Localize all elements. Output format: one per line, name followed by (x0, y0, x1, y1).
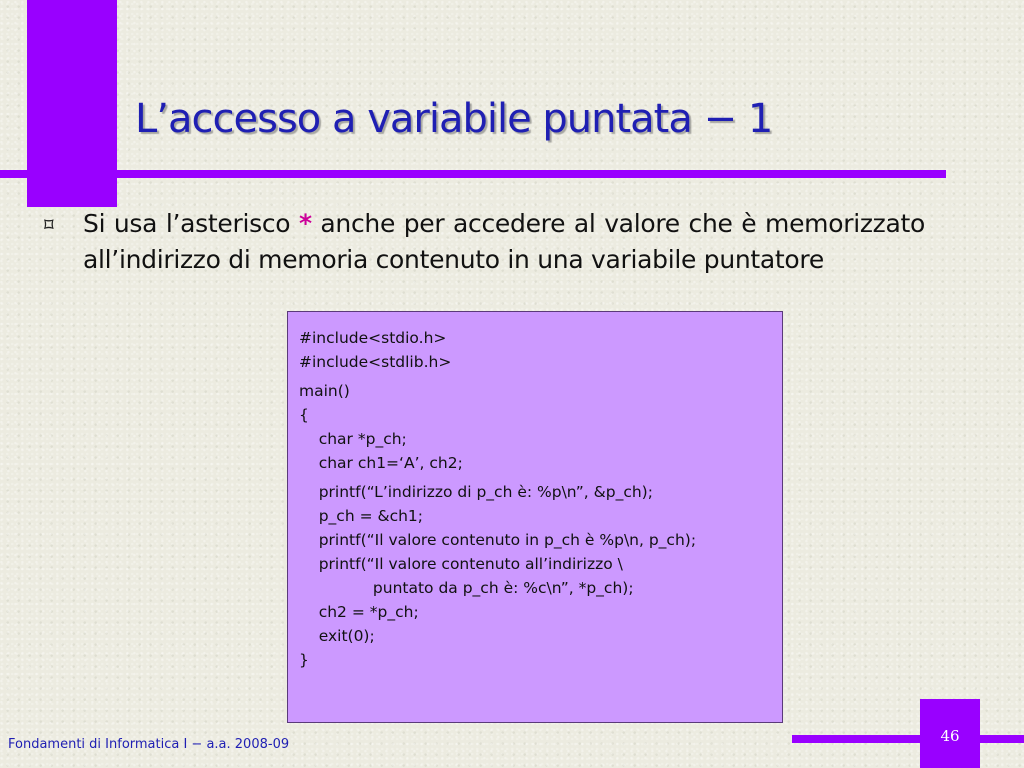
code-line: ch2 = *p_ch; (299, 603, 419, 621)
code-line: #include<stdlib.h> (299, 353, 452, 371)
code-line: main() (299, 382, 350, 400)
bullet-text-part1: Si usa l’asterisco (83, 209, 299, 238)
title-underline (0, 170, 946, 178)
slide-title: L’accesso a variabile puntata − 1 (135, 96, 773, 142)
asterisk-highlight: * (298, 209, 312, 238)
code-line: } (299, 651, 309, 669)
code-line: printf(“Il valore contenuto all’indirizzo \ (299, 555, 623, 573)
bullet-icon: ⌑ (44, 215, 54, 236)
code-line: printf(“Il valore contenuto in p_ch è %p\n, p_ch); (299, 531, 697, 549)
code-line: char ch1=‘A’, ch2; (299, 454, 463, 472)
code-line: #include<stdio.h> (299, 329, 447, 347)
code-line: printf(“L’indirizzo di p_ch è: %p\n”, &p_ch); (299, 483, 653, 501)
footer-line (792, 735, 1024, 743)
code-box (287, 311, 783, 723)
bullet-text (83, 206, 925, 278)
bullet-text-part2: anche per accedere al valore che è memorizzato all’indirizzo di memoria contenuto in una variabile puntatore (83, 209, 926, 274)
code-line: { (299, 406, 309, 424)
code-line: exit(0); (299, 627, 375, 645)
code-line: char *p_ch; (299, 430, 407, 448)
code-line: puntato da p_ch è: %c\n”, *p_ch); (299, 579, 634, 597)
page-number-box (920, 699, 980, 768)
code-line: p_ch = &ch1; (299, 507, 423, 525)
page-number: 46 (940, 727, 960, 745)
footer-text: Fondamenti di Informatica I − a.a. 2008-09 (8, 737, 290, 752)
